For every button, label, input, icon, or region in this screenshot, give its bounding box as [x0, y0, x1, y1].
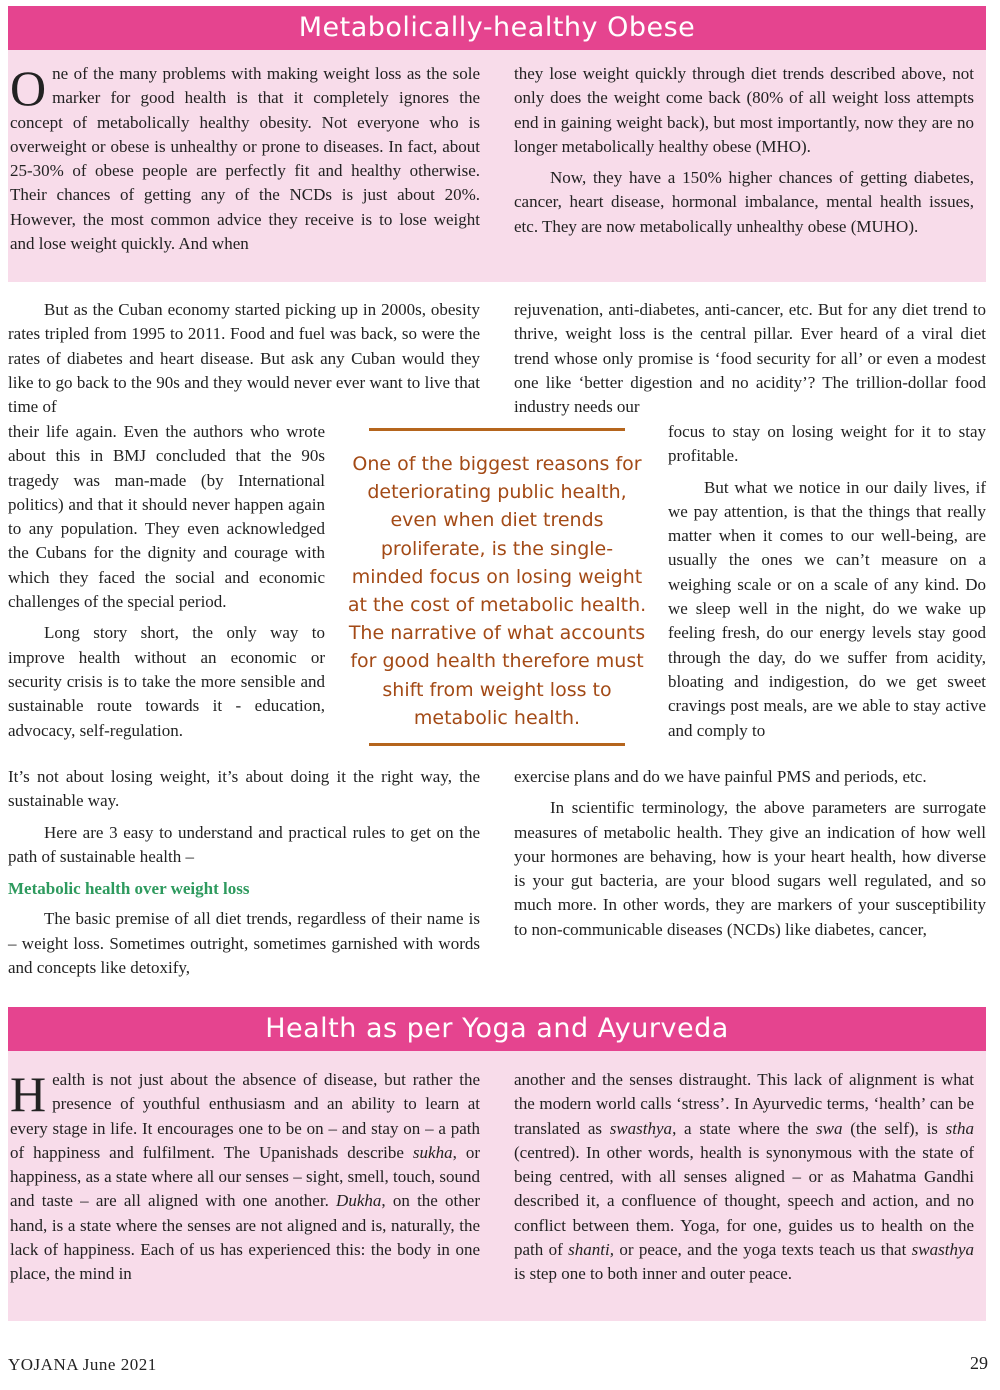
- intro-right-column: [514, 62, 974, 239]
- intro-right-paragraph-2: Now, they have a 150% higher chances of getting diabetes, cancer, heart disease, hormonal imbalance, mental health issues, etc. They are now metabolically unhealthy obese (MUHO).: [514, 168, 974, 236]
- yoga-right-text-e: or peace, and the yoga texts teach us that: [613, 1240, 912, 1260]
- body-right-column-bottom: [514, 765, 986, 942]
- intro-right-paragraph-1: they lose weight quickly through diet trends described above, not only does the weight come back (80% of all weight loss attempts end in gaining weight back), but most importantly, now they are no longer metabolically healthy obese (MHO).: [514, 64, 974, 156]
- yoga-left-text-c: , on the other hand, is a state where the senses are not aligned and is, naturally, the lack of happiness. Each of us has experienced this: the body in one place, the mind in: [10, 1191, 480, 1284]
- pull-quote-top-rule: [369, 428, 625, 431]
- yoga-right-text-c: (the self), is: [842, 1118, 946, 1138]
- term-swasthya: swasthya: [609, 1118, 673, 1138]
- section-title-yoga-ayurveda: Health as per Yoga and Ayurveda: [8, 1007, 986, 1051]
- yoga-right-column: [514, 1068, 974, 1287]
- term-swa: swa: [816, 1118, 843, 1138]
- drop-cap-h: H: [10, 1066, 47, 1122]
- body-left-paragraph-3: Here are 3 easy to understand and practical rules to get on the path of sustainable health –: [8, 822, 480, 866]
- body-left-paragraph-1: But as the Cuban economy started picking up in 2000s, obesity rates tripled from 1995 to 2011. Food and fuel was back, so were the rates of diabetes and heart disease. But ask any Cuban would they like to go back to the 90s and they would never ever want to live that time of: [8, 300, 480, 417]
- yoga-right-text-f: is step one to both inner and outer peace.: [514, 1264, 793, 1284]
- body-left-paragraph-2: Long story short, the only way to improve health without an economic or security crisis is to take the more sensible and sustainable route towards it - education, advocacy, self-regulation.: [8, 623, 325, 740]
- intro-left-column: [10, 62, 480, 256]
- page-number: 29: [970, 1353, 988, 1373]
- drop-cap: O: [10, 60, 47, 116]
- body-left-column-narrow: [8, 420, 325, 743]
- yoga-left-text-a: ealth is not just about the absence of disease, but rather the presence of youthful enthusiasm and an ability to learn at every stage in life. It encourages one to be on – and stay on – a path of happiness and fulfilment. The Upanishads describe: [10, 1070, 480, 1162]
- body-right-column-narrow: [668, 420, 986, 743]
- body-right-paragraph-3: In scientific terminology, the above parameters are surrogate measures of metabolic health. They give an indication of how well your hormones are behaving, how is your heart health, how diverse is your gut bacteria, are your blood sugars well regulated, and so much more. In other words, they are markers of your susceptibility to non-communicable diseases (NCDs) like diabetes, cancer,: [514, 798, 986, 939]
- body-left-column-bottom: [8, 765, 480, 980]
- term-swasthya-2: swasthya: [911, 1240, 975, 1260]
- body-left-paragraph-1b: their life again. Even the authors who wrote about this in BMJ concluded that the 90s tragedy was man-made (by International politics) and that it should never happen again to any population. They even acknowledged the Cubans for the dignity and courage with which they faced the social and economic challenges of the special period.: [8, 422, 325, 612]
- footer-publication: YOJANA June 2021: [8, 1355, 157, 1374]
- term-shanti: shanti,: [568, 1240, 614, 1260]
- body-left-column-top: [8, 298, 480, 419]
- body-left-paragraph-4: The basic premise of all diet trends, regardless of their name is – weight loss. Sometimes outright, sometimes garnished with words and concepts like detoxify,: [8, 909, 480, 978]
- body-left-paragraph-2b: It’s not about losing weight, it’s about doing it the right way, the sustainable way.: [8, 767, 480, 811]
- body-right-paragraph-2b: exercise plans and do we have painful PMS and periods, etc.: [514, 767, 927, 786]
- pull-quote-text: One of the biggest reasons for deteriorating public health, even when diet trends proliferate, is the single-minded focus on losing weight at the cost of metabolic health. The narrative of what accounts for good health therefore must shift from weight loss to metabolic health.: [347, 453, 647, 729]
- body-right-paragraph-1a: rejuvenation, anti-diabetes, anti-cancer, etc. But for any diet trend to thrive, weight loss is the central pillar. Ever heard of a viral diet trend whose only promise is ‘food security for all’ or even a modest one like ‘better digestion and no acidity’? The trillion-dollar food industry needs our: [514, 300, 986, 417]
- subheading-metabolic-health: Metabolic health over weight loss: [8, 879, 250, 899]
- term-sukha: sukha: [412, 1142, 453, 1162]
- yoga-left-text-b: , or happiness, as a state where all our senses – sight, smell, touch, sound and taste – are all aligned with one another.: [10, 1142, 480, 1211]
- body-right-paragraph-2: But what we notice in our daily lives, if we pay attention, is that the things that really matter when it comes to our well-being, are usually the ones we can’t measure on a weighing scale or on a scale of any kind. Do we sleep well in the night, do we wake up feeling fresh, do our energy levels stay good through the day, do we suffer from acidity, bloating and indigestion, do we get sweet cravings post meals, are we able to stay active and comply to: [668, 477, 986, 740]
- body-right-paragraph-1b: focus to stay on losing weight for it to stay profitable.: [668, 422, 986, 466]
- pull-quote-bottom-rule: [369, 743, 625, 746]
- term-stha: stha: [945, 1118, 974, 1138]
- term-dukha: Dukha: [336, 1191, 382, 1211]
- yoga-left-column: [10, 1068, 480, 1287]
- yoga-right-text-d: (centred). In other words, health is synonymous with the state of being centred, with all senses aligned – or as Mahatma Gandhi described it, a confluence of thought, speech and action, and no conflict between them. Yoga, for one, guides us to health on the path of: [514, 1142, 974, 1260]
- yoga-right-text-b: , a state where the: [672, 1118, 816, 1138]
- section-title-metabolically-healthy-obese: Metabolically-healthy Obese: [8, 6, 986, 50]
- intro-left-text: ne of the many problems with making weight loss as the sole marker for good health is that it completely ignores the concept of metabolically healthy obesity. Not everyone who is overweight or obese is unhealthy or prone to diseases. In fact, about 25-30% of obese people are perfectly fit and healthy otherwise. Their chances of getting any of the NCDs is just about 20%. However, the most common advice they receive is to lose weight and lose weight quickly. And when: [10, 64, 480, 254]
- body-right-column-top: [514, 298, 986, 419]
- pull-quote: [343, 426, 651, 748]
- yoga-right-text-a: another and the senses distraught. This lack of alignment is what the modern world calls ‘stress’. In Ayurvedic terms, ‘health’ can be translated as: [514, 1070, 974, 1138]
